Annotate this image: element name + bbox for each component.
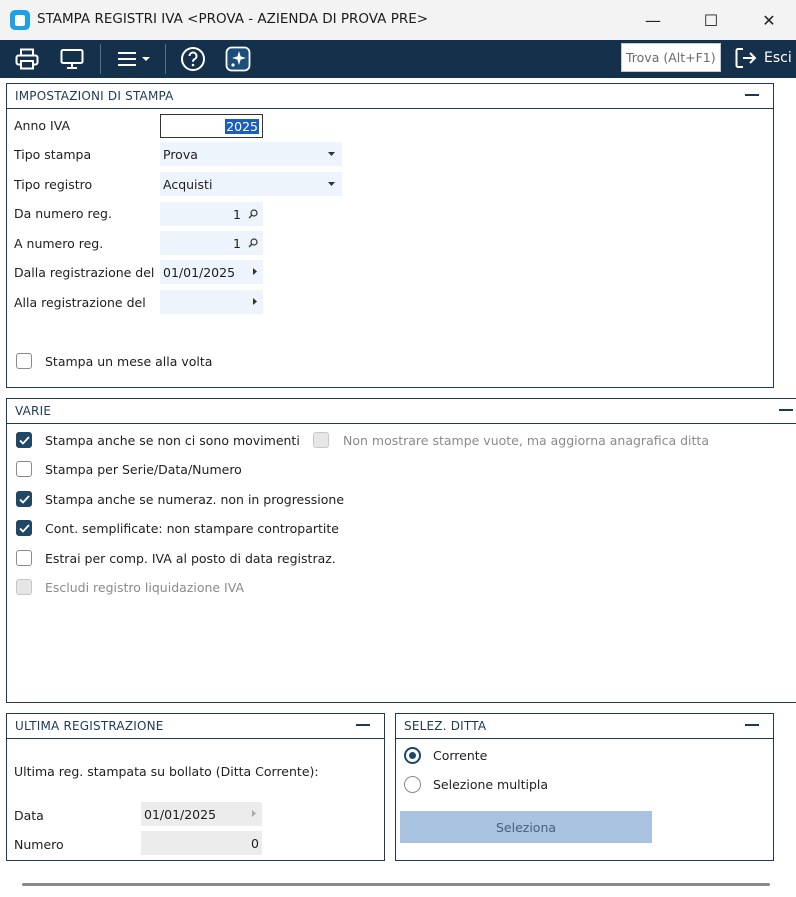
horizontal-scrollbar[interactable] (22, 883, 770, 886)
panel-title: ULTIMA REGISTRAZIONE (15, 719, 164, 733)
app-icon (10, 10, 30, 30)
anno-iva-value: 2025 (226, 118, 258, 134)
chevron-right-icon[interactable] (253, 268, 257, 275)
toolbar-separator (100, 44, 101, 74)
radio-corrente-label: Corrente (433, 748, 488, 763)
collapse-icon[interactable] (356, 724, 370, 726)
menu-icon[interactable] (114, 44, 154, 74)
da-numero-label: Da numero reg. (14, 206, 112, 221)
tipo-stampa-label: Tipo stampa (14, 147, 92, 162)
ai-spark-icon[interactable] (223, 44, 253, 74)
movimenti-label: Stampa anche se non ci sono movimenti (45, 433, 300, 448)
panel-title: IMPOSTAZIONI DI STAMPA (15, 89, 174, 103)
tipo-registro-label: Tipo registro (14, 177, 93, 192)
maximize-button[interactable] (682, 0, 740, 40)
data-readonly-field (141, 802, 262, 826)
window-title: STAMPA REGISTRI IVA <PROVA - AZIENDA DI PROVA PRE> (37, 11, 429, 27)
tipo-stampa-select[interactable] (160, 142, 342, 166)
numerazione-checkbox[interactable] (16, 491, 32, 507)
dalla-data-value: 01/01/2025 (163, 264, 236, 280)
serie-data-numero-checkbox[interactable] (16, 461, 32, 477)
alla-data-label: Alla registrazione del (14, 295, 146, 310)
data-label: Data (14, 808, 44, 823)
data-value: 01/01/2025 (144, 806, 217, 822)
tipo-registro-select[interactable] (160, 172, 342, 196)
dalla-data-label: Dalla registrazione del (14, 265, 155, 280)
dalla-data-input[interactable] (160, 260, 263, 284)
minimize-icon: — (645, 10, 661, 30)
liquidazione-checkbox[interactable] (16, 579, 32, 595)
contropartite-checkbox[interactable] (16, 520, 32, 536)
close-button[interactable] (740, 0, 796, 40)
collapse-icon[interactable] (745, 94, 759, 96)
exit-label: Esci (764, 50, 792, 66)
stampe-vuote-checkbox[interactable] (313, 432, 329, 448)
radio-selezione-multipla[interactable] (404, 776, 421, 793)
toolbar-separator (165, 44, 166, 74)
help-icon[interactable] (178, 44, 208, 74)
da-numero-input[interactable] (160, 202, 263, 226)
mese-alla-volta-label: Stampa un mese alla volta (45, 354, 213, 369)
check-icon (19, 524, 30, 533)
monitor-icon[interactable] (57, 44, 87, 74)
movimenti-checkbox[interactable] (16, 432, 32, 448)
chevron-down-icon (328, 152, 335, 156)
anno-iva-label: Anno IVA (14, 118, 71, 133)
radio-selezione-multipla-label: Selezione multipla (433, 777, 549, 792)
search-icon[interactable] (248, 209, 258, 219)
panel-header (396, 714, 773, 739)
panel-header (7, 714, 384, 739)
maximize-icon: ☐ (703, 10, 719, 30)
serie-data-numero-label: Stampa per Serie/Data/Numero (45, 462, 242, 477)
numero-label: Numero (14, 837, 64, 852)
chevron-down-icon (328, 182, 335, 186)
liquidazione-label: Escludi registro liquidazione IVA (45, 580, 245, 595)
panel-title: SELEZ. DITTA (404, 719, 487, 733)
numero-value: 0 (251, 835, 259, 851)
tipo-registro-value: Acquisti (163, 176, 213, 192)
comp-iva-checkbox[interactable] (16, 550, 32, 566)
da-numero-value: 1 (233, 206, 241, 222)
a-numero-input[interactable] (160, 231, 263, 255)
panel-header (7, 84, 773, 109)
search-icon[interactable] (248, 238, 258, 248)
check-icon (19, 495, 30, 504)
stampe-vuote-label: Non mostrare stampe vuote, ma aggiorna anagrafica ditta (343, 433, 709, 448)
chevron-right-icon (252, 810, 256, 817)
a-numero-label: A numero reg. (14, 236, 104, 251)
minimize-button[interactable] (624, 0, 682, 40)
exit-button[interactable] (734, 44, 792, 72)
seleziona-button[interactable]: Seleziona (400, 811, 652, 843)
numero-readonly-field (141, 831, 262, 855)
exit-icon (734, 46, 758, 70)
close-icon: ✕ (762, 10, 776, 30)
printer-icon[interactable] (12, 44, 42, 74)
ultima-reg-description: Ultima reg. stampata su bollato (Ditta Corrente): (14, 764, 319, 779)
print-settings-panel (6, 83, 774, 388)
radio-corrente[interactable] (404, 747, 421, 764)
check-icon (19, 436, 30, 445)
comp-iva-label: Estrai per comp. IVA al posto di data registraz. (45, 551, 336, 566)
anno-iva-input[interactable] (160, 114, 263, 138)
chevron-right-icon[interactable] (253, 298, 257, 305)
collapse-icon[interactable] (745, 724, 759, 726)
panel-title: VARIE (15, 404, 52, 418)
alla-data-input[interactable] (160, 290, 263, 314)
collapse-icon[interactable] (779, 409, 793, 411)
tipo-stampa-value: Prova (163, 146, 198, 162)
panel-header (7, 399, 796, 424)
search-input[interactable] (621, 43, 721, 72)
a-numero-value: 1 (233, 235, 241, 251)
mese-alla-volta-checkbox[interactable] (16, 353, 32, 369)
contropartite-label: Cont. semplificate: non stampare contropartite (45, 521, 339, 536)
numerazione-label: Stampa anche se numeraz. non in progressione (45, 492, 345, 507)
